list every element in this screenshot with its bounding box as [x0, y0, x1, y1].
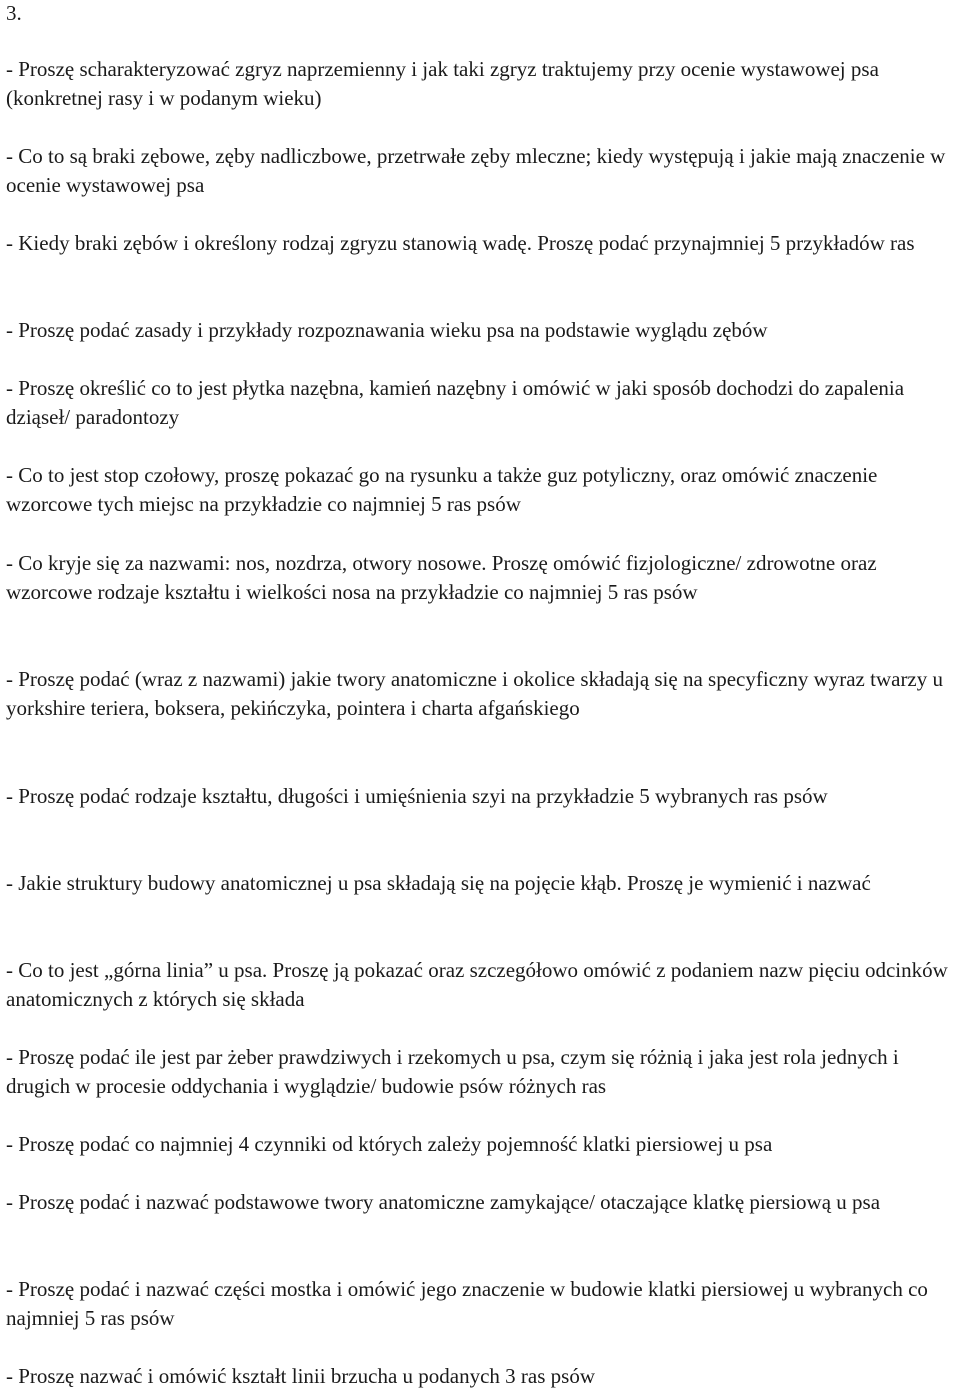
- question-item: - Proszę podać (wraz z nazwami) jakie twory anatomiczne i okolice składają się na specyficzny wyraz twarzy u yorkshire teriera, boksera, pekińczyka, pointera i charta afgańskiego: [6, 667, 944, 720]
- question-item: - Proszę podać rodzaje kształtu, długości i umięśnienia szyi na przykładzie 5 wybranych ras psów: [6, 784, 828, 808]
- question-item: - Proszę określić co to jest płytka nazębna, kamień nazębny i omówić w jaki sposób dochodzi do zapalenia dziąseł/ paradontozy: [6, 376, 905, 429]
- question-item: - Co kryje się za nazwami: nos, nozdrza, otwory nosowe. Proszę omówić fizjologiczne/ zdrowotne oraz wzorcowe rodzaje kształtu i wielkości nosa na przykładzie co najmniej 5 ras psów: [6, 551, 877, 604]
- question-item: - Co to są braki zębowe, zęby nadliczbowe, przetrwałe zęby mleczne; kiedy występują i jakie mają znaczenie w ocenie wystawowej psa: [6, 144, 946, 197]
- section-number: 3.: [6, 1, 22, 25]
- question-item: - Proszę podać co najmniej 4 czynniki od których zależy pojemność klatki piersiowej u psa: [6, 1132, 773, 1156]
- question-item: - Kiedy braki zębów i określony rodzaj zgryzu stanowią wadę. Proszę podać przynajmniej 5 przykładów ras: [6, 231, 915, 255]
- question-item: - Co to jest stop czołowy, proszę pokazać go na rysunku a także guz potyliczny, oraz omówić znaczenie wzorcowe tych miejsc na przykładzie co najmniej 5 ras psów: [6, 463, 878, 516]
- question-item: - Proszę podać i nazwać części mostka i omówić jego znaczenie w budowie klatki piersiowej u wybranych co najmniej 5 ras psów: [6, 1277, 928, 1330]
- document-page: [6, 0, 956, 1388]
- question-item: - Proszę podać zasady i przykłady rozpoznawania wieku psa na podstawie wyglądu zębów: [6, 318, 768, 342]
- question-item: - Jakie struktury budowy anatomicznej u psa składają się na pojęcie kłąb. Proszę je wymienić i nazwać: [6, 871, 871, 895]
- question-item: - Proszę podać i nazwać podstawowe twory anatomiczne zamykające/ otaczające klatkę piersiową u psa: [6, 1190, 881, 1214]
- question-item: - Co to jest „górna linia” u psa. Proszę ją pokazać oraz szczegółowo omówić z podaniem nazw pięciu odcinków anatomicznych z których się składa: [6, 958, 948, 1011]
- question-item: - Proszę scharakteryzować zgryz naprzemienny i jak taki zgryz traktujemy przy ocenie wystawowej psa (konkretnej rasy i w podanym wieku): [6, 57, 879, 110]
- question-item: - Proszę podać ile jest par żeber prawdziwych i rzekomych u psa, czym się różnią i jaka jest rola jednych i drugich w procesie oddychania i wyglądzie/ budowie psów różnych ras: [6, 1045, 899, 1098]
- question-item: - Proszę nazwać i omówić kształt linii brzucha u podanych 3 ras psów: [6, 1364, 595, 1388]
